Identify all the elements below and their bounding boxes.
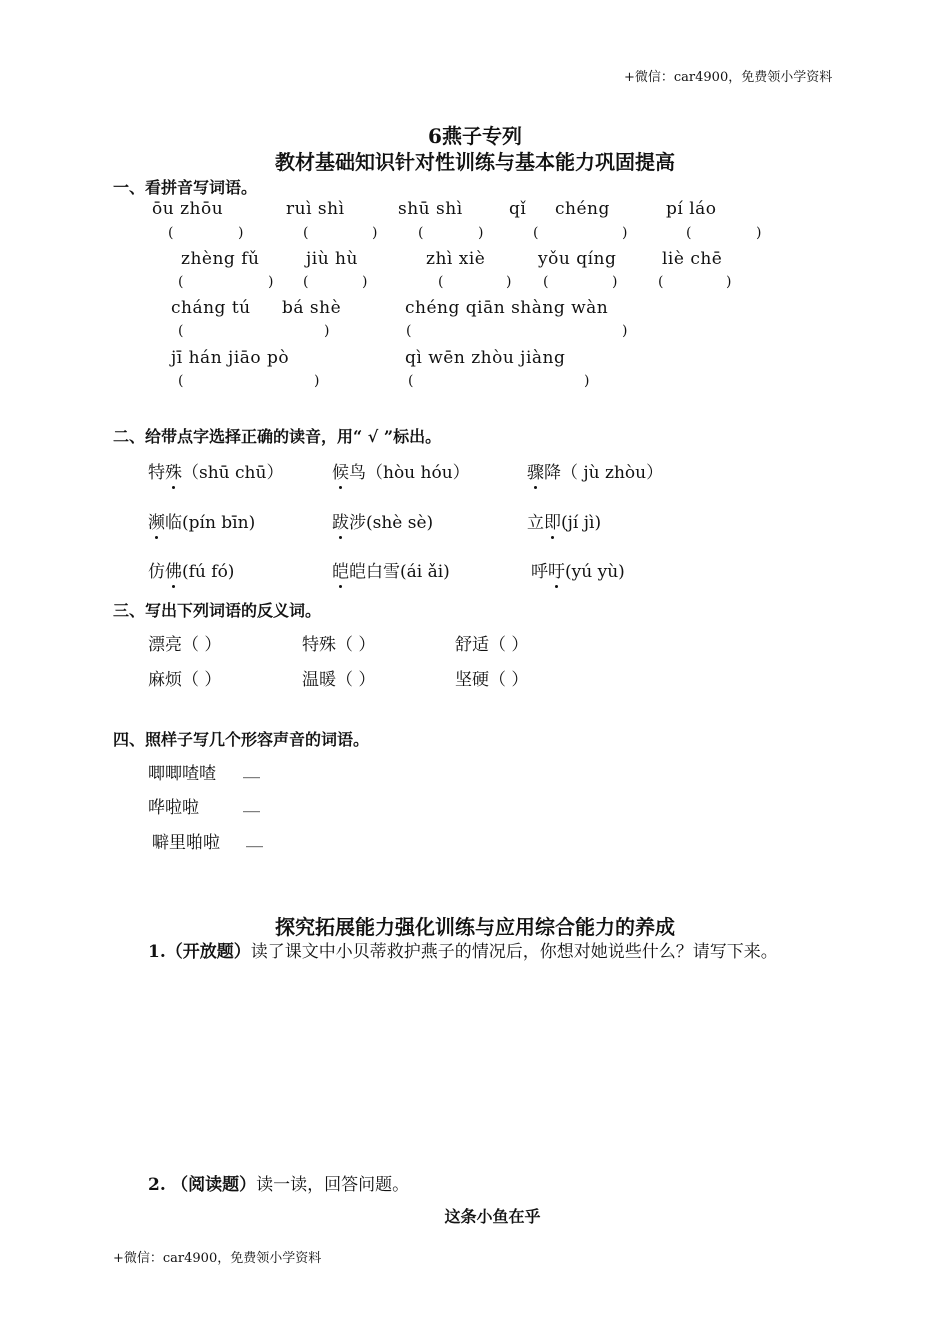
example-word: 哗啦啦 (148, 798, 199, 818)
page-title: 6燕子专列 (428, 124, 522, 148)
reading-item[interactable] (332, 508, 433, 533)
antonym-item[interactable]: 麻烦（ ） (148, 670, 222, 690)
pinyin: yǒu qíng (538, 249, 617, 269)
pinyin: jī hán jiāo pò (171, 348, 290, 368)
reading-item[interactable] (148, 557, 234, 582)
answer-paren[interactable]: ( (658, 274, 664, 290)
antonym-item[interactable]: 坚硬（ ） (455, 670, 529, 690)
reading-item[interactable] (531, 557, 625, 582)
pinyin: cháng tú (171, 298, 251, 318)
char: 立 (527, 513, 544, 533)
pinyin: pí láo (666, 199, 717, 219)
question-2 (148, 1170, 409, 1195)
answer-paren-close: ) (726, 274, 732, 290)
pinyin: bá shè (282, 298, 342, 318)
answer-paren[interactable]: ( (543, 274, 549, 290)
question-number: 2. (148, 1175, 166, 1195)
pinyin: zhèng fǔ (181, 249, 260, 269)
antonym-item[interactable]: 温暖（ ） (302, 670, 376, 690)
answer-paren[interactable]: ( (303, 274, 309, 290)
options: （shū chū） (182, 463, 284, 483)
dotted-char: 跋 (332, 508, 349, 533)
answer-blank[interactable]: __ (243, 759, 260, 779)
section1-heading: 一、看拼音写词语。 (113, 178, 258, 197)
dotted-char: 候 (332, 458, 349, 483)
pinyin: zhì xiè (426, 249, 486, 269)
answer-paren[interactable]: ( (168, 225, 174, 241)
answer-paren[interactable]: ( (686, 225, 692, 241)
answer-paren[interactable]: ( (178, 323, 184, 339)
char: 呼 (531, 562, 548, 582)
options: 涉(shè sè) (349, 513, 434, 533)
answer-paren-close: ) (622, 225, 628, 241)
question-1 (148, 937, 778, 962)
question-tag: （阅读题） (171, 1175, 257, 1195)
section4-heading: 四、照样子写几个形容声音的词语。 (113, 730, 370, 749)
char: 仿 (148, 562, 165, 582)
answer-paren[interactable]: ( (418, 225, 424, 241)
pinyin: ruì shì (286, 199, 345, 219)
reading-title: 这条小鱼在乎 (444, 1207, 541, 1226)
options: (jí jì) (561, 513, 602, 533)
example-word: 噼里啪啦 (152, 833, 220, 853)
question-text: 读一读，回答问题。 (256, 1175, 410, 1195)
answer-blank[interactable]: __ (243, 793, 260, 813)
answer-paren-close: ) (324, 323, 330, 339)
answer-paren-close: ) (362, 274, 368, 290)
answer-paren[interactable]: ( (533, 225, 539, 241)
reading-item[interactable] (527, 508, 601, 533)
answer-paren-close: ) (268, 274, 274, 290)
answer-paren[interactable]: ( (178, 373, 184, 389)
footer-note: +微信：car4900，免费领小学资料 (113, 1251, 322, 1266)
reading-item[interactable] (332, 557, 450, 582)
options: 临(pín bīn) (165, 513, 256, 533)
pinyin: ōu zhōu (152, 199, 224, 219)
options: 鸟（hòu hóu） (349, 463, 470, 483)
antonym-item[interactable]: 舒适（ ） (455, 635, 529, 655)
answer-paren[interactable]: ( (438, 274, 444, 290)
options: (fú fó) (182, 562, 235, 582)
options: 皑白雪(ái ǎi) (349, 562, 450, 582)
answer-paren-close: ) (612, 274, 618, 290)
pinyin: qì wēn zhòu jiàng (405, 348, 566, 368)
dotted-char: 皑 (332, 557, 349, 582)
question-text: 读了课文中小贝蒂救护燕子的情况后，你想对她说些什么？请写下来。 (250, 942, 778, 962)
options: (yú yù) (565, 562, 625, 582)
pinyin: jiù hù (306, 249, 358, 269)
pinyin: shū shì (398, 199, 463, 219)
part2-title: 探究拓展能力强化训练与应用综合能力的养成 (275, 915, 675, 939)
answer-paren[interactable]: ( (178, 274, 184, 290)
answer-paren-close: ) (314, 373, 320, 389)
answer-paren-close: ) (756, 225, 762, 241)
answer-paren[interactable]: ( (303, 225, 309, 241)
dotted-char: 骤 (527, 458, 544, 483)
antonym-item[interactable]: 漂亮（ ） (148, 635, 222, 655)
reading-item[interactable] (332, 458, 470, 483)
answer-paren-close: ) (478, 225, 484, 241)
answer-paren[interactable]: ( (408, 373, 414, 389)
page-subtitle: 教材基础知识针对性训练与基本能力巩固提高 (275, 150, 675, 174)
dotted-char: 佛 (165, 557, 182, 582)
reading-item[interactable] (148, 508, 255, 533)
question-number: 1. (148, 942, 166, 962)
reading-item[interactable] (148, 458, 283, 483)
char: 特 (148, 463, 165, 483)
section3-heading: 三、写出下列词语的反义词。 (113, 601, 322, 620)
answer-paren[interactable]: ( (406, 323, 412, 339)
pinyin: chéng qiān shàng wàn (405, 298, 609, 318)
answer-paren-close: ) (622, 323, 628, 339)
dotted-char: 吁 (548, 557, 565, 582)
antonym-item[interactable]: 特殊（ ） (302, 635, 376, 655)
pinyin: qǐ (509, 199, 527, 219)
answer-paren-close: ) (372, 225, 378, 241)
answer-paren-close: ) (584, 373, 590, 389)
dotted-char: 濒 (148, 508, 165, 533)
answer-blank[interactable]: __ (246, 828, 263, 848)
pinyin: liè chē (662, 249, 723, 269)
dotted-char: 即 (544, 508, 561, 533)
options: 降（ jù zhòu） (544, 463, 664, 483)
dotted-char: 殊 (165, 458, 182, 483)
section2-heading: 二、给带点字选择正确的读音，用“ √ ”标出。 (113, 427, 442, 446)
header-note: +微信：car4900，免费领小学资料 (624, 70, 833, 85)
answer-paren-close: ) (506, 274, 512, 290)
example-word: 唧唧喳喳 (148, 764, 216, 784)
answer-paren-close: ) (238, 225, 244, 241)
reading-item[interactable] (527, 458, 663, 483)
pinyin: chéng (555, 199, 610, 219)
question-tag: （开放题） (165, 942, 251, 962)
